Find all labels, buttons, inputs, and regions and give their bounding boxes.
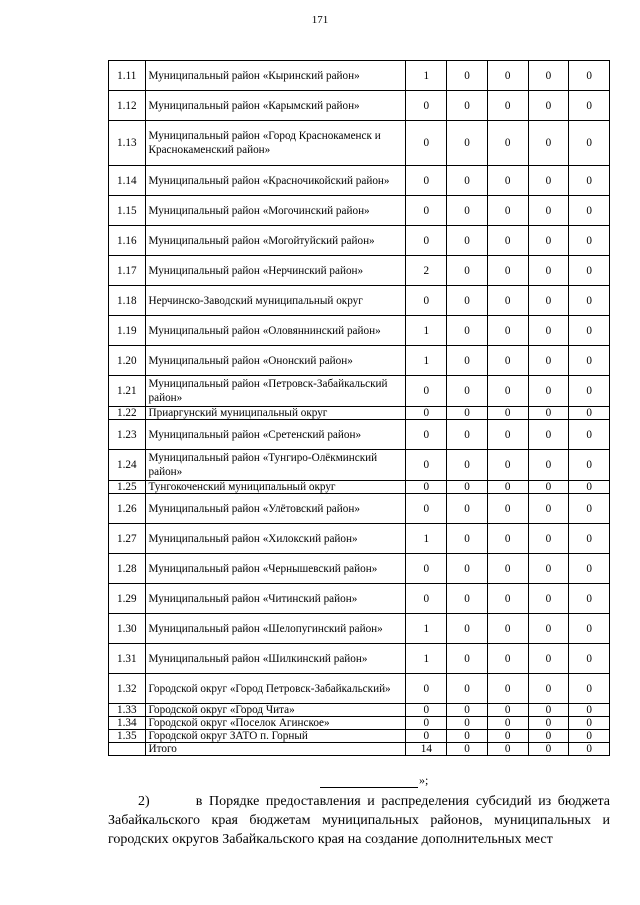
value-cell: 0 [487,376,528,407]
row-number: 1.22 [109,407,146,420]
value-cell: 0 [447,226,488,256]
municipality-name: Городской округ «Город Петровск-Забайкальский» [145,674,406,704]
municipality-name: Муниципальный район «Тунгиро-Олёкминский район» [145,450,406,481]
value-cell: 0 [569,481,610,494]
value-cell: 0 [447,346,488,376]
value-cell: 0 [569,196,610,226]
municipality-name: Муниципальный район «Шилкинский район» [145,644,406,674]
table-row [109,346,610,376]
value-cell: 0 [569,121,610,166]
paragraph-number: 2) [138,794,150,809]
value-cell: 0 [447,196,488,226]
value-cell: 0 [447,743,488,756]
table-row [109,743,610,756]
value-cell: 0 [528,286,569,316]
row-number: 1.32 [109,674,146,704]
value-cell: 0 [528,554,569,584]
value-cell: 0 [447,420,488,450]
table-row [109,554,610,584]
table-row [109,420,610,450]
value-cell: 0 [569,61,610,91]
value-cell: 0 [447,376,488,407]
value-cell: 0 [487,226,528,256]
paragraph-text: в Порядке предоставления и распределения субсидий из бюджета Забайкальского края бюджетам муниципальных районов, муниципальных и городских округов Забайкальского края на создание дополнительных мест [108,794,610,847]
value-cell: 0 [447,717,488,730]
value-cell: 0 [528,524,569,554]
row-number: 1.24 [109,450,146,481]
closing-quote-mark: »; [419,773,429,787]
closing-underline [320,777,418,788]
value-cell: 0 [528,407,569,420]
table-row [109,674,610,704]
value-cell: 0 [447,481,488,494]
value-cell: 0 [447,674,488,704]
value-cell: 0 [447,256,488,286]
value-cell: 0 [528,450,569,481]
subsidy-distribution-table [108,60,610,756]
value-cell: 0 [528,91,569,121]
row-number: 1.16 [109,226,146,256]
table-row [109,730,610,743]
value-cell: 0 [447,450,488,481]
table-row [109,407,610,420]
municipality-name: Муниципальный район «Хилокский район» [145,524,406,554]
value-cell: 0 [447,286,488,316]
value-cell: 0 [569,420,610,450]
value-cell: 0 [487,674,528,704]
value-cell: 0 [569,166,610,196]
value-cell: 0 [528,316,569,346]
value-cell: 0 [487,584,528,614]
value-cell: 0 [569,717,610,730]
value-cell: 0 [447,704,488,717]
row-number: 1.25 [109,481,146,494]
value-cell: 0 [528,704,569,717]
value-cell: 0 [528,481,569,494]
value-cell: 0 [487,166,528,196]
value-cell: 0 [447,407,488,420]
row-number: 1.28 [109,554,146,584]
value-cell: 0 [406,450,447,481]
value-cell: 0 [569,743,610,756]
municipality-name: Муниципальный район «Нерчинский район» [145,256,406,286]
table-row [109,166,610,196]
row-number: 1.31 [109,644,146,674]
value-cell: 0 [406,704,447,717]
value-cell: 0 [528,196,569,226]
row-number: 1.18 [109,286,146,316]
value-cell: 0 [569,494,610,524]
value-cell: 0 [406,226,447,256]
value-cell: 0 [569,346,610,376]
value-cell: 0 [569,704,610,717]
value-cell: 0 [447,166,488,196]
value-cell: 14 [406,743,447,756]
table-row [109,524,610,554]
municipality-name: Муниципальный район «Чернышевский район» [145,554,406,584]
value-cell: 0 [406,481,447,494]
municipality-name: Нерчинско-Заводский муниципальный округ [145,286,406,316]
table-row [109,196,610,226]
municipality-name: Муниципальный район «Могойтуйский район» [145,226,406,256]
table-row [109,286,610,316]
municipality-name: Муниципальный район «Сретенский район» [145,420,406,450]
table-row [109,256,610,286]
table-row [109,494,610,524]
value-cell: 0 [569,226,610,256]
value-cell: 0 [528,121,569,166]
value-cell: 0 [528,256,569,286]
row-number: 1.14 [109,166,146,196]
value-cell: 0 [569,644,610,674]
municipality-name: Муниципальный район «Читинский район» [145,584,406,614]
municipality-name: Муниципальный район «Красночикойский район» [145,166,406,196]
row-number: 1.19 [109,316,146,346]
value-cell: 0 [487,121,528,166]
row-number: 1.26 [109,494,146,524]
value-cell: 0 [528,494,569,524]
municipality-name: Муниципальный район «Карымский район» [145,91,406,121]
table-row [109,704,610,717]
value-cell: 0 [569,91,610,121]
value-cell: 0 [487,316,528,346]
row-number: 1.17 [109,256,146,286]
value-cell: 1 [406,346,447,376]
table-row [109,481,610,494]
row-number: 1.34 [109,717,146,730]
value-cell: 0 [406,166,447,196]
municipality-name: Городской округ «Поселок Агинское» [145,717,406,730]
value-cell: 1 [406,644,447,674]
value-cell: 0 [569,286,610,316]
value-cell: 0 [487,730,528,743]
value-cell: 0 [528,730,569,743]
municipality-name: Приаргунский муниципальный округ [145,407,406,420]
value-cell: 0 [569,376,610,407]
page-number: 171 [311,14,329,26]
municipality-name: Муниципальный район «Могочинский район» [145,196,406,226]
table-row [109,121,610,166]
row-number: 1.12 [109,91,146,121]
row-number: 1.27 [109,524,146,554]
municipality-name: Муниципальный район «Шелопугинский район» [145,614,406,644]
value-cell: 0 [528,346,569,376]
value-cell: 0 [447,121,488,166]
value-cell: 0 [487,256,528,286]
value-cell: 0 [487,450,528,481]
municipality-name: Городской округ ЗАТО п. Горный [145,730,406,743]
value-cell: 0 [447,584,488,614]
value-cell: 0 [406,286,447,316]
value-cell: 0 [528,717,569,730]
value-cell: 0 [528,743,569,756]
table-row [109,614,610,644]
municipality-name: Муниципальный район «Город Краснокаменск и Краснокаменский район» [145,121,406,166]
municipality-name: Городской округ «Город Чита» [145,704,406,717]
value-cell: 0 [528,644,569,674]
value-cell: 0 [406,91,447,121]
value-cell: 0 [447,524,488,554]
municipality-name: Муниципальный район «Петровск-Забайкальский район» [145,376,406,407]
value-cell: 0 [569,524,610,554]
value-cell: 0 [569,316,610,346]
table-row [109,450,610,481]
value-cell: 0 [528,376,569,407]
value-cell: 0 [487,494,528,524]
value-cell: 0 [569,450,610,481]
value-cell: 1 [406,524,447,554]
value-cell: 0 [447,554,488,584]
table-row [109,584,610,614]
table-row [109,91,610,121]
value-cell: 0 [487,61,528,91]
municipality-name: Муниципальный район «Улётовский район» [145,494,406,524]
value-cell: 0 [406,674,447,704]
value-cell: 2 [406,256,447,286]
row-number: 1.21 [109,376,146,407]
municipality-name: Итого [145,743,406,756]
value-cell: 0 [406,407,447,420]
table-row [109,717,610,730]
municipality-name: Муниципальный район «Ононский район» [145,346,406,376]
value-cell: 0 [487,644,528,674]
value-cell: 0 [406,554,447,584]
municipality-name: Муниципальный район «Кыринский район» [145,61,406,91]
value-cell: 0 [569,584,610,614]
value-cell: 0 [406,494,447,524]
value-cell: 0 [487,743,528,756]
value-cell: 0 [406,376,447,407]
municipality-name: Тунгокоченский муниципальный округ [145,481,406,494]
value-cell: 0 [528,226,569,256]
value-cell: 0 [487,286,528,316]
row-number: 1.29 [109,584,146,614]
table-closing [320,773,428,788]
value-cell: 0 [528,584,569,614]
table-row [109,226,610,256]
value-cell: 0 [487,704,528,717]
value-cell: 0 [487,481,528,494]
value-cell: 0 [528,674,569,704]
value-cell: 1 [406,316,447,346]
row-number: 1.20 [109,346,146,376]
row-number: 1.33 [109,704,146,717]
value-cell: 0 [487,717,528,730]
value-cell: 0 [569,256,610,286]
value-cell: 0 [487,196,528,226]
value-cell: 0 [487,554,528,584]
value-cell: 1 [406,61,447,91]
row-number: 1.35 [109,730,146,743]
value-cell: 0 [487,407,528,420]
value-cell: 0 [487,346,528,376]
row-number: 1.30 [109,614,146,644]
value-cell: 0 [528,614,569,644]
value-cell: 0 [569,614,610,644]
value-cell: 0 [569,407,610,420]
value-cell: 0 [487,614,528,644]
value-cell: 0 [569,554,610,584]
value-cell: 0 [447,316,488,346]
value-cell: 0 [447,730,488,743]
value-cell: 0 [406,121,447,166]
value-cell: 0 [569,730,610,743]
row-number: 1.23 [109,420,146,450]
table-row [109,316,610,346]
value-cell: 0 [447,494,488,524]
value-cell: 0 [569,674,610,704]
value-cell: 0 [487,91,528,121]
value-cell: 0 [528,166,569,196]
value-cell: 0 [406,196,447,226]
value-cell: 0 [447,61,488,91]
row-number: 1.15 [109,196,146,226]
value-cell: 0 [406,420,447,450]
value-cell: 0 [447,91,488,121]
value-cell: 1 [406,614,447,644]
value-cell: 0 [487,420,528,450]
value-cell: 0 [447,614,488,644]
table-row [109,644,610,674]
table-row [109,376,610,407]
value-cell: 0 [406,584,447,614]
municipality-name: Муниципальный район «Оловяннинский район» [145,316,406,346]
row-number: 1.13 [109,121,146,166]
value-cell: 0 [528,61,569,91]
row-number [109,743,146,756]
body-paragraph [108,792,610,849]
value-cell: 0 [487,524,528,554]
value-cell: 0 [406,730,447,743]
table-body [109,61,610,756]
table-row [109,61,610,91]
value-cell: 0 [447,644,488,674]
row-number: 1.11 [109,61,146,91]
value-cell: 0 [528,420,569,450]
value-cell: 0 [406,717,447,730]
